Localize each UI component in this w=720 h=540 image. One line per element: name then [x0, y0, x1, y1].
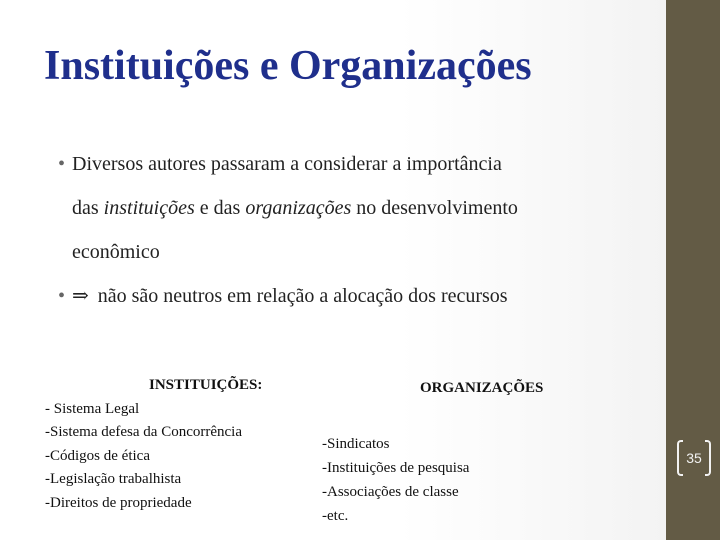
organizacoes-heading: ORGANIZAÇÕES: [420, 380, 544, 396]
bullet-2-text: não são neutros em relação a alocação dos recursos: [97, 285, 508, 307]
slide-title: Instituições e Organizações: [44, 43, 532, 89]
bullet-1-line-2: [72, 186, 648, 230]
instituicoes-heading: INSTITUIÇÕES:: [149, 377, 263, 393]
bullet-list: [58, 142, 648, 318]
list-item: -etc.: [322, 508, 349, 524]
bullet-1-text-no-desenvolvimento: no desenvolvimento: [351, 197, 518, 219]
implies-arrow-icon: ⇒: [72, 285, 89, 307]
bullet-1-line-1: Diversos autores passaram a considerar a importância: [72, 153, 502, 175]
page-number: 35: [686, 450, 702, 466]
list-item: -Sistema defesa da Concorrência: [45, 424, 242, 441]
bullet-dot: •: [58, 153, 66, 175]
list-item: -Associações de classe: [322, 484, 459, 500]
bullet-1-text-das: das: [72, 197, 104, 219]
bullet-1-em-instituicoes: instituições: [103, 197, 195, 219]
bullet-1-text-e-das: e das: [194, 197, 246, 219]
bullet-item-1: [58, 142, 648, 274]
bullet-1-line-3: econômico: [72, 241, 160, 263]
list-item: -Instituições de pesquisa: [322, 460, 470, 476]
bullet-item-2: [58, 274, 648, 318]
organizacoes-column: [322, 376, 582, 528]
list-item: -Códigos de ética: [45, 447, 150, 464]
list-item: - Sistema Legal: [45, 400, 140, 417]
bullet-dot: •: [58, 285, 66, 307]
list-item: -Sindicatos: [322, 436, 390, 452]
list-item: -Legislação trabalhista: [45, 471, 182, 488]
bracket-right-icon: [705, 440, 711, 476]
list-item: -Direitos de propriedade: [45, 494, 192, 511]
bracket-left-icon: [677, 440, 683, 476]
page-number-badge: [677, 440, 711, 476]
instituicoes-column: [45, 374, 295, 516]
bullet-1-em-organizacoes: organizações: [245, 197, 352, 219]
